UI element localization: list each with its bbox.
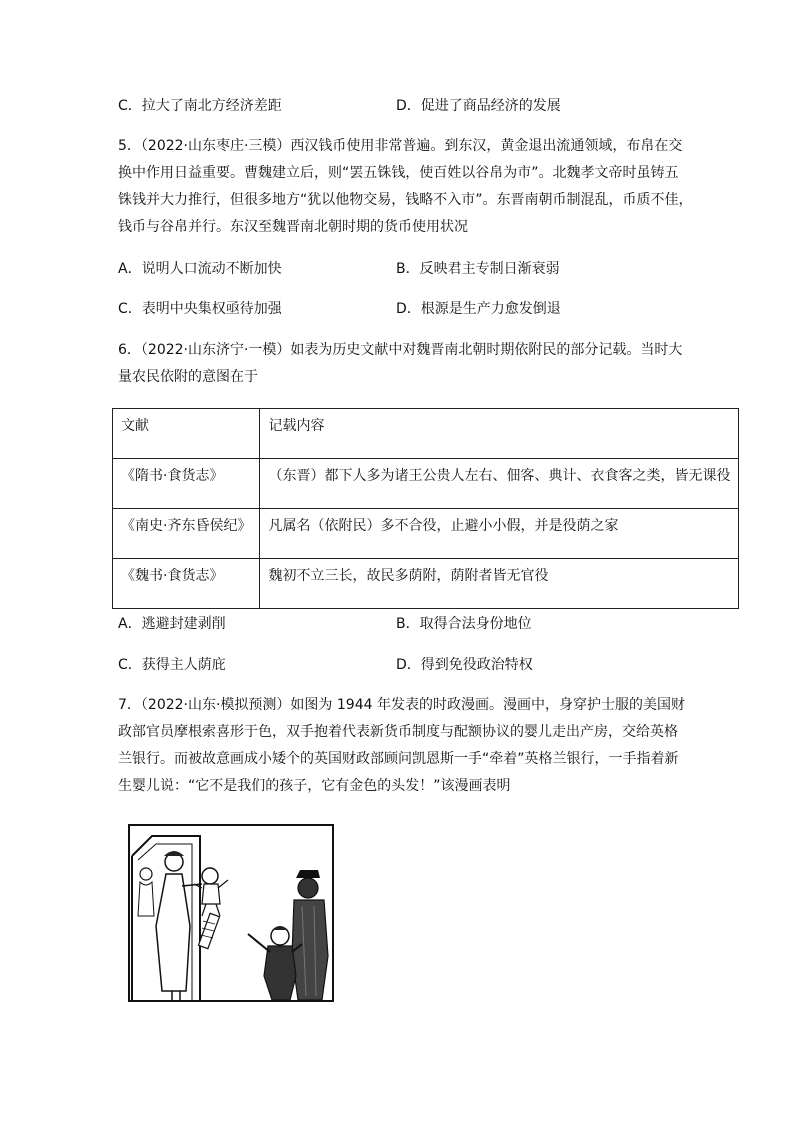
q7-stem-line-3: 兰银行。而被故意画成小矮个的英国财政部顾问凯恩斯一手“牵着”英格兰银行，一手指着新	[118, 751, 679, 767]
table-cell-content: 凡属名（依附民）多不合役，止避小小假，并是役荫之家	[260, 509, 739, 559]
q5-option-a: A．说明人口流动不断加快	[118, 261, 282, 277]
table-header-source: 文献	[113, 409, 260, 459]
q5-option-b: B．反映君主专制日渐衰弱	[396, 261, 560, 277]
documents-table	[112, 408, 739, 609]
q6-stem-line-2: 量农民依附的意图在于	[118, 369, 258, 385]
table-row	[113, 559, 739, 609]
q5-stem-line-3: 铢钱并大力推行，但很多地方“犹以他物交易，钱略不入市”。东晋南朝币制混乱，币质不佳，	[118, 192, 693, 208]
q7-stem-line-1: 7．（2022·山东·模拟预测）如图为 1944 年发表的时政漫画。漫画中，身穿护士服的美国财	[118, 697, 685, 713]
table-cell-source: 《隋书·食货志》	[113, 459, 260, 509]
table-cell-content: 魏初不立三长，故民多荫附，荫附者皆无官役	[260, 559, 739, 609]
table-cell-content: （东晋）都下人多为诸王公贵人左右、佃客、典计、衣食客之类，皆无课役	[260, 459, 739, 509]
political-cartoon-image	[128, 824, 334, 1002]
q5-stem-line-2: 换中作用日益重要。曹魏建立后，则“罢五铢钱，使百姓以谷帛为市”。北魏孝文帝时虽铸五	[118, 165, 679, 181]
q6-option-d: D．得到免役政治特权	[396, 657, 533, 673]
q5-stem-line-4: 钱币与谷帛并行。东汉至魏晋南北朝时期的货币使用状况	[118, 219, 468, 235]
q7-stem-line-2: 政部官员摩根索喜形于色，双手抱着代表新货币制度与配额协议的婴儿走出产房，交给英格	[118, 724, 678, 740]
q4-option-c: C．拉大了南北方经济差距	[118, 98, 282, 114]
q5-option-c: C．表明中央集权亟待加强	[118, 301, 282, 317]
q6-option-c: C．获得主人荫庇	[118, 657, 226, 673]
q6-option-a: A．逃避封建剥削	[118, 616, 226, 632]
q5-option-d: D．根源是生产力愈发倒退	[396, 301, 561, 317]
table-header-row	[113, 409, 739, 459]
table-row	[113, 509, 739, 559]
table-cell-source: 《南史·齐东昏侯纪》	[113, 509, 260, 559]
table-cell-source: 《魏书·食货志》	[113, 559, 260, 609]
q5-stem-line-1: 5．（2022·山东枣庄·三模）西汉钱币使用非常普遍。到东汉，黄金退出流通领域，布帛在交	[118, 138, 683, 154]
table-header-content: 记载内容	[260, 409, 739, 459]
q6-stem-line-1: 6．（2022·山东济宁·一模）如表为历史文献中对魏晋南北朝时期依附民的部分记载。当时大	[118, 342, 683, 358]
table-row	[113, 459, 739, 509]
q4-option-d: D．促进了商品经济的发展	[396, 98, 561, 114]
q6-option-b: B．取得合法身份地位	[396, 616, 532, 632]
q7-stem-line-4: 生婴儿说：“它不是我们的孩子，它有金色的头发！”该漫画表明	[118, 778, 511, 794]
